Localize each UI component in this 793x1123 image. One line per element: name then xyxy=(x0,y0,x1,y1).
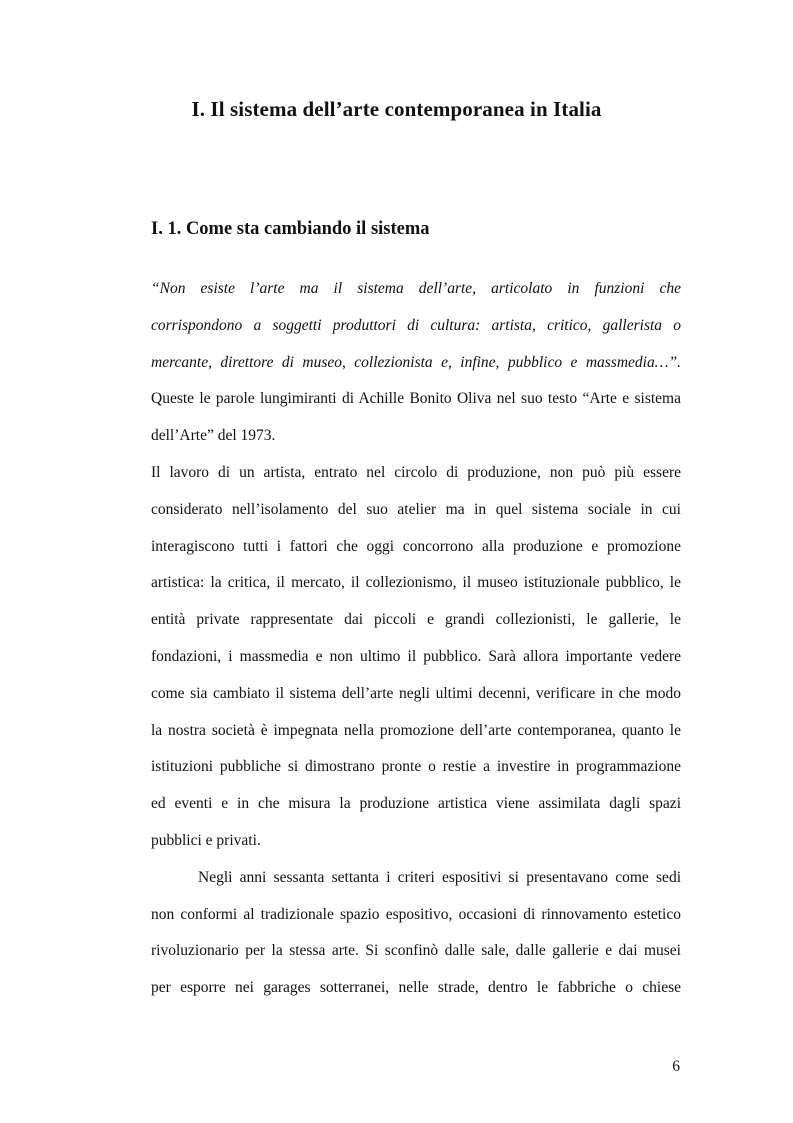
quote-line: “Non esiste l’arte ma il sistema dell’arte, articolato in funzioni che xyxy=(151,280,681,297)
paragraph-line: interagiscono tutti i fattori che oggi concorrono alla produzione e promozione xyxy=(151,537,681,555)
paragraph-line: considerato nell’isolamento del suo atelier ma in quel sistema sociale in cui xyxy=(151,500,681,518)
paragraph-line: rivoluzionario per la stessa arte. Si sconfinò dalle sale, dalle gallerie e dai musei xyxy=(151,942,681,960)
paragraph-1 xyxy=(151,464,681,869)
quote-line: corrispondono a soggetti produttori di cultura: artista, critico, gallerista o xyxy=(151,316,681,334)
paragraph-line: come sia cambiato il sistema dell’arte negli ultimi decenni, verificare in che modo xyxy=(151,684,681,702)
body-text xyxy=(151,280,681,1016)
attribution-block xyxy=(151,390,681,464)
paragraph-line: ed eventi e in che misura la produzione artistica viene assimilata dagli spazi xyxy=(151,795,681,813)
page-number: 6 xyxy=(672,1058,680,1075)
paragraph-2 xyxy=(151,869,681,1016)
quote-block xyxy=(151,280,681,390)
paragraph-line: Il lavoro di un artista, entrato nel circolo di produzione, non può più essere xyxy=(151,463,681,481)
paragraph-line: la nostra società è impegnata nella promozione dell’arte contemporanea, quanto le xyxy=(151,721,681,739)
paragraph-line: entità private rappresentate dai piccoli e grandi collezionisti, le gallerie, le xyxy=(151,611,681,629)
quote-line: mercante, direttore di museo, collezionista e, infine, pubblico e massmedia…”. xyxy=(151,353,681,371)
paragraph-line: per esporre nei garages sotterranei, nelle strade, dentro le fabbriche o chiese xyxy=(151,979,681,997)
paragraph-line: pubblici e privati. xyxy=(151,831,261,849)
section-title: I. 1. Come sta cambiando il sistema xyxy=(151,219,430,239)
paragraph-line: artistica: la critica, il mercato, il collezionismo, il museo istituzionale pubblico, le xyxy=(151,574,681,592)
paragraph-line: istituzioni pubbliche si dimostrano pronte o restie a investire in programmazione xyxy=(151,758,681,776)
paragraph-line: fondazioni, i massmedia e non ultimo il pubblico. Sarà allora importante vedere xyxy=(151,647,681,665)
chapter-title: I. Il sistema dell’arte contemporanea in Italia xyxy=(191,97,602,121)
attribution-line: Queste le parole lungimiranti di Achille Bonito Oliva nel suo testo “Arte e sistema xyxy=(151,390,681,408)
paragraph-line: non conformi al tradizionale spazio espositivo, occasioni di rinnovamento estetico xyxy=(151,905,681,923)
paragraph-line: Negli anni sessanta settanta i criteri espositivi si presentavano come sedi xyxy=(198,868,681,886)
attribution-line: dell’Arte” del 1973. xyxy=(151,427,276,445)
